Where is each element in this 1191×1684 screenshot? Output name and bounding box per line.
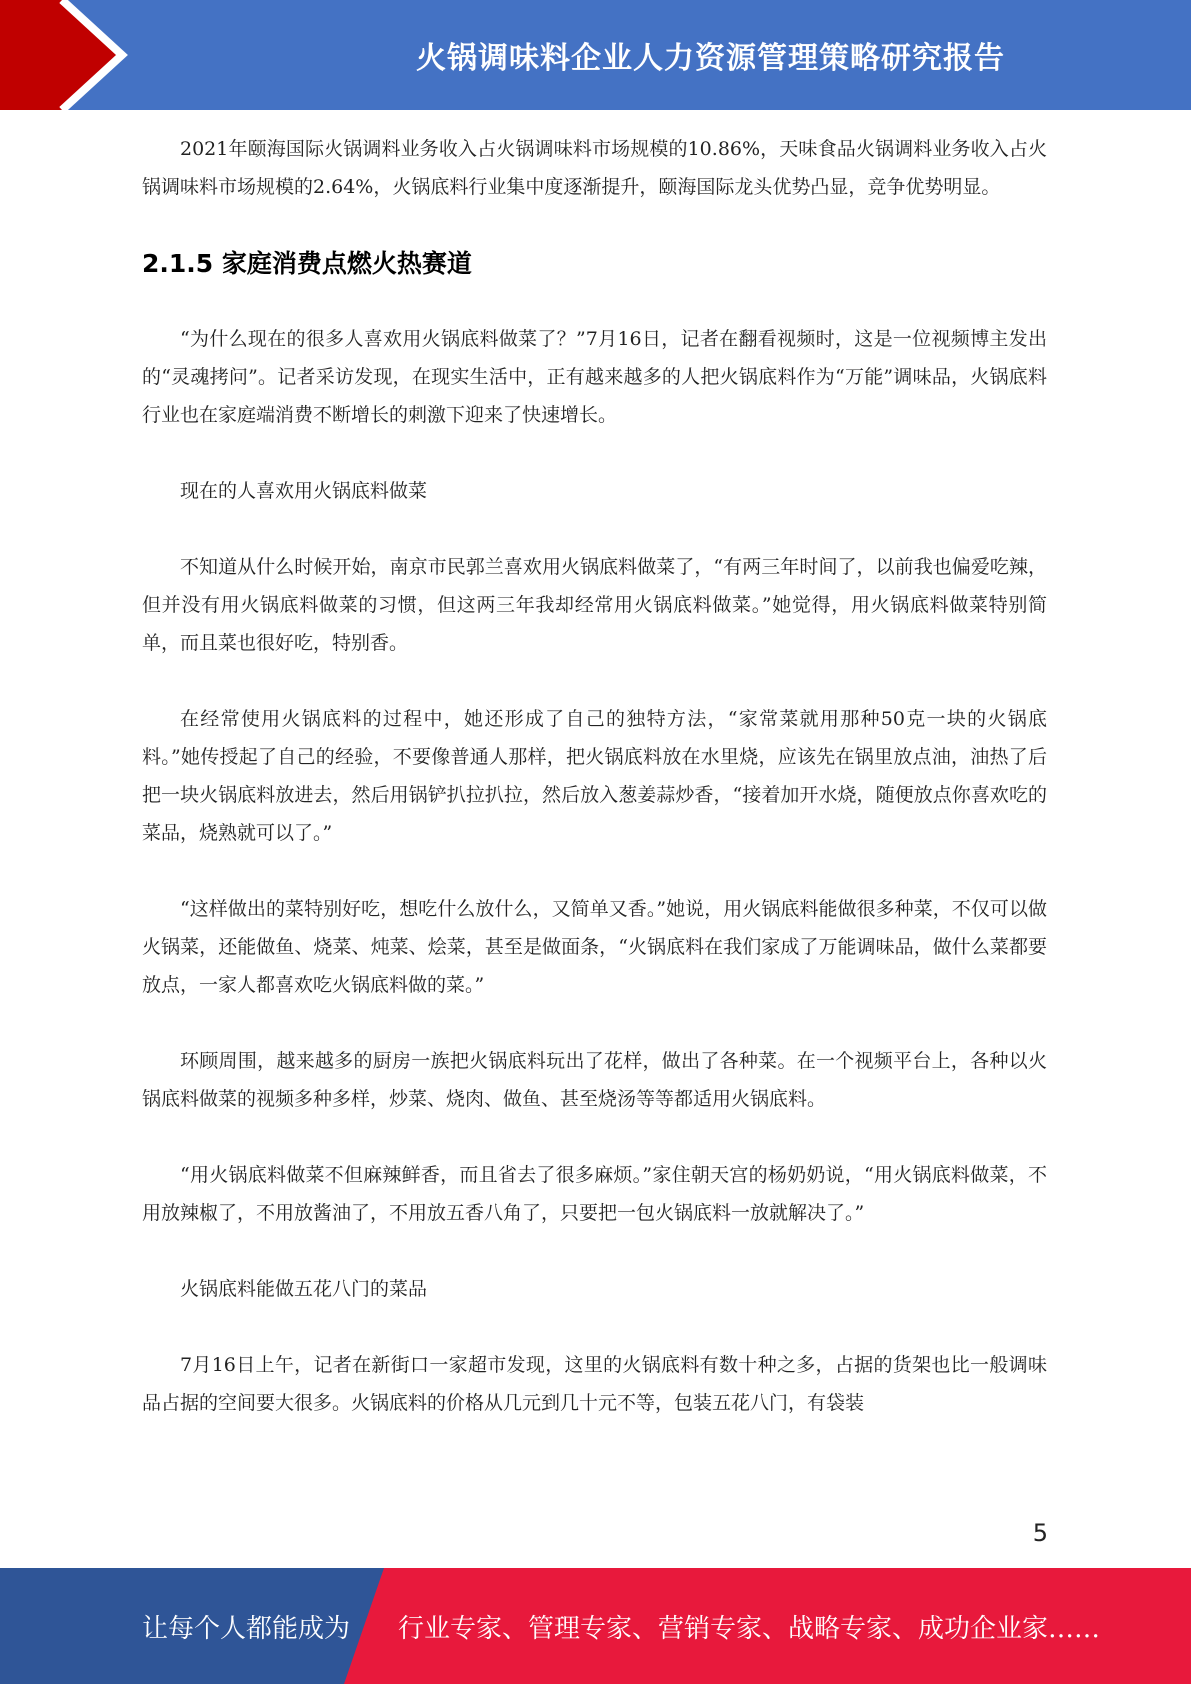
- paragraph: 在经常使用火锅底料的过程中，她还形成了自己的独特方法，“家常菜就用那种50克一块的火锅底料。”她传授起了自己的经验，不要像普通人那样，把火锅底料放在水里烧，应该先在锅里放点油，油热了后把一块火锅底料放进去，然后用锅铲扒拉扒拉，然后放入葱姜蒜炒香，“接着加开水烧，随便放点你喜欢吃的菜品，烧熟就可以了。”: [142, 708, 1047, 844]
- section-heading: 2.1.5 家庭消费点燃火热赛道: [142, 249, 472, 278]
- paragraph: 7月16日上午，记者在新街口一家超市发现，这里的火锅底料有数十种之多，占据的货架也比一般调味品占据的空间要大很多。火锅底料的价格从几元到几十元不等，包装五花八门，有袋装: [142, 1354, 1047, 1414]
- footer-slogan-left: 让每个人都能成为: [142, 1613, 351, 1644]
- footer-slogan-right: 行业专家、管理专家、营销专家、战略专家、成功企业家……: [398, 1613, 1101, 1644]
- paragraph: 环顾周围，越来越多的厨房一族把火锅底料玩出了花样，做出了各种菜。在一个视频平台上，各种以火锅底料做菜的视频多种多样，炒菜、烧肉、做鱼、甚至烧汤等等都适用火锅底料。: [142, 1050, 1047, 1110]
- page-footer: [0, 1568, 1191, 1684]
- subheading: 现在的人喜欢用火锅底料做菜: [180, 480, 428, 502]
- paragraph: 不知道从什么时候开始，南京市民郭兰喜欢用火锅底料做菜了，“有两三年时间了，以前我也偏爱吃辣，但并没有用火锅底料做菜的习惯，但这两三年我却经常用火锅底料做菜。”她觉得，用火锅底料做菜特别简单，而且菜也很好吃，特别香。: [142, 556, 1047, 654]
- paragraph: 2021年颐海国际火锅调料业务收入占火锅调味料市场规模的10.86%，天味食品火锅调料业务收入占火锅调味料市场规模的2.64%，火锅底料行业集中度逐渐提升，颐海国际龙头优势凸显，竞争优势明显。: [142, 138, 1047, 198]
- page-number: 5: [1032, 1519, 1048, 1547]
- page-header: [0, 0, 1191, 110]
- paragraph: “为什么现在的很多人喜欢用火锅底料做菜了？”7月16日，记者在翻看视频时，这是一位视频博主发出的“灵魂拷问”。记者采访发现，在现实生活中，正有越来越多的人把火锅底料作为“万能”调味品，火锅底料行业也在家庭端消费不断增长的刺激下迎来了快速增长。: [142, 328, 1047, 426]
- paragraph: “这样做出的菜特别好吃，想吃什么放什么，又简单又香。”她说，用火锅底料能做很多种菜，不仅可以做火锅菜，还能做鱼、烧菜、炖菜、烩菜，甚至是做面条，“火锅底料在我们家成了万能调味品，做什么菜都要放点，一家人都喜欢吃火锅底料做的菜。”: [142, 898, 1047, 996]
- document-title: 火锅调味料企业人力资源管理策略研究报告: [416, 41, 1005, 76]
- subheading: 火锅底料能做五花八门的菜品: [180, 1278, 428, 1300]
- page-body: [142, 130, 1047, 1422]
- paragraph: “用火锅底料做菜不但麻辣鲜香，而且省去了很多麻烦。”家住朝天宫的杨奶奶说，“用火锅底料做菜，不用放辣椒了，不用放酱油了，不用放五香八角了，只要把一包火锅底料一放就解决了。”: [142, 1164, 1047, 1224]
- header-arrow-icon: [0, 0, 160, 110]
